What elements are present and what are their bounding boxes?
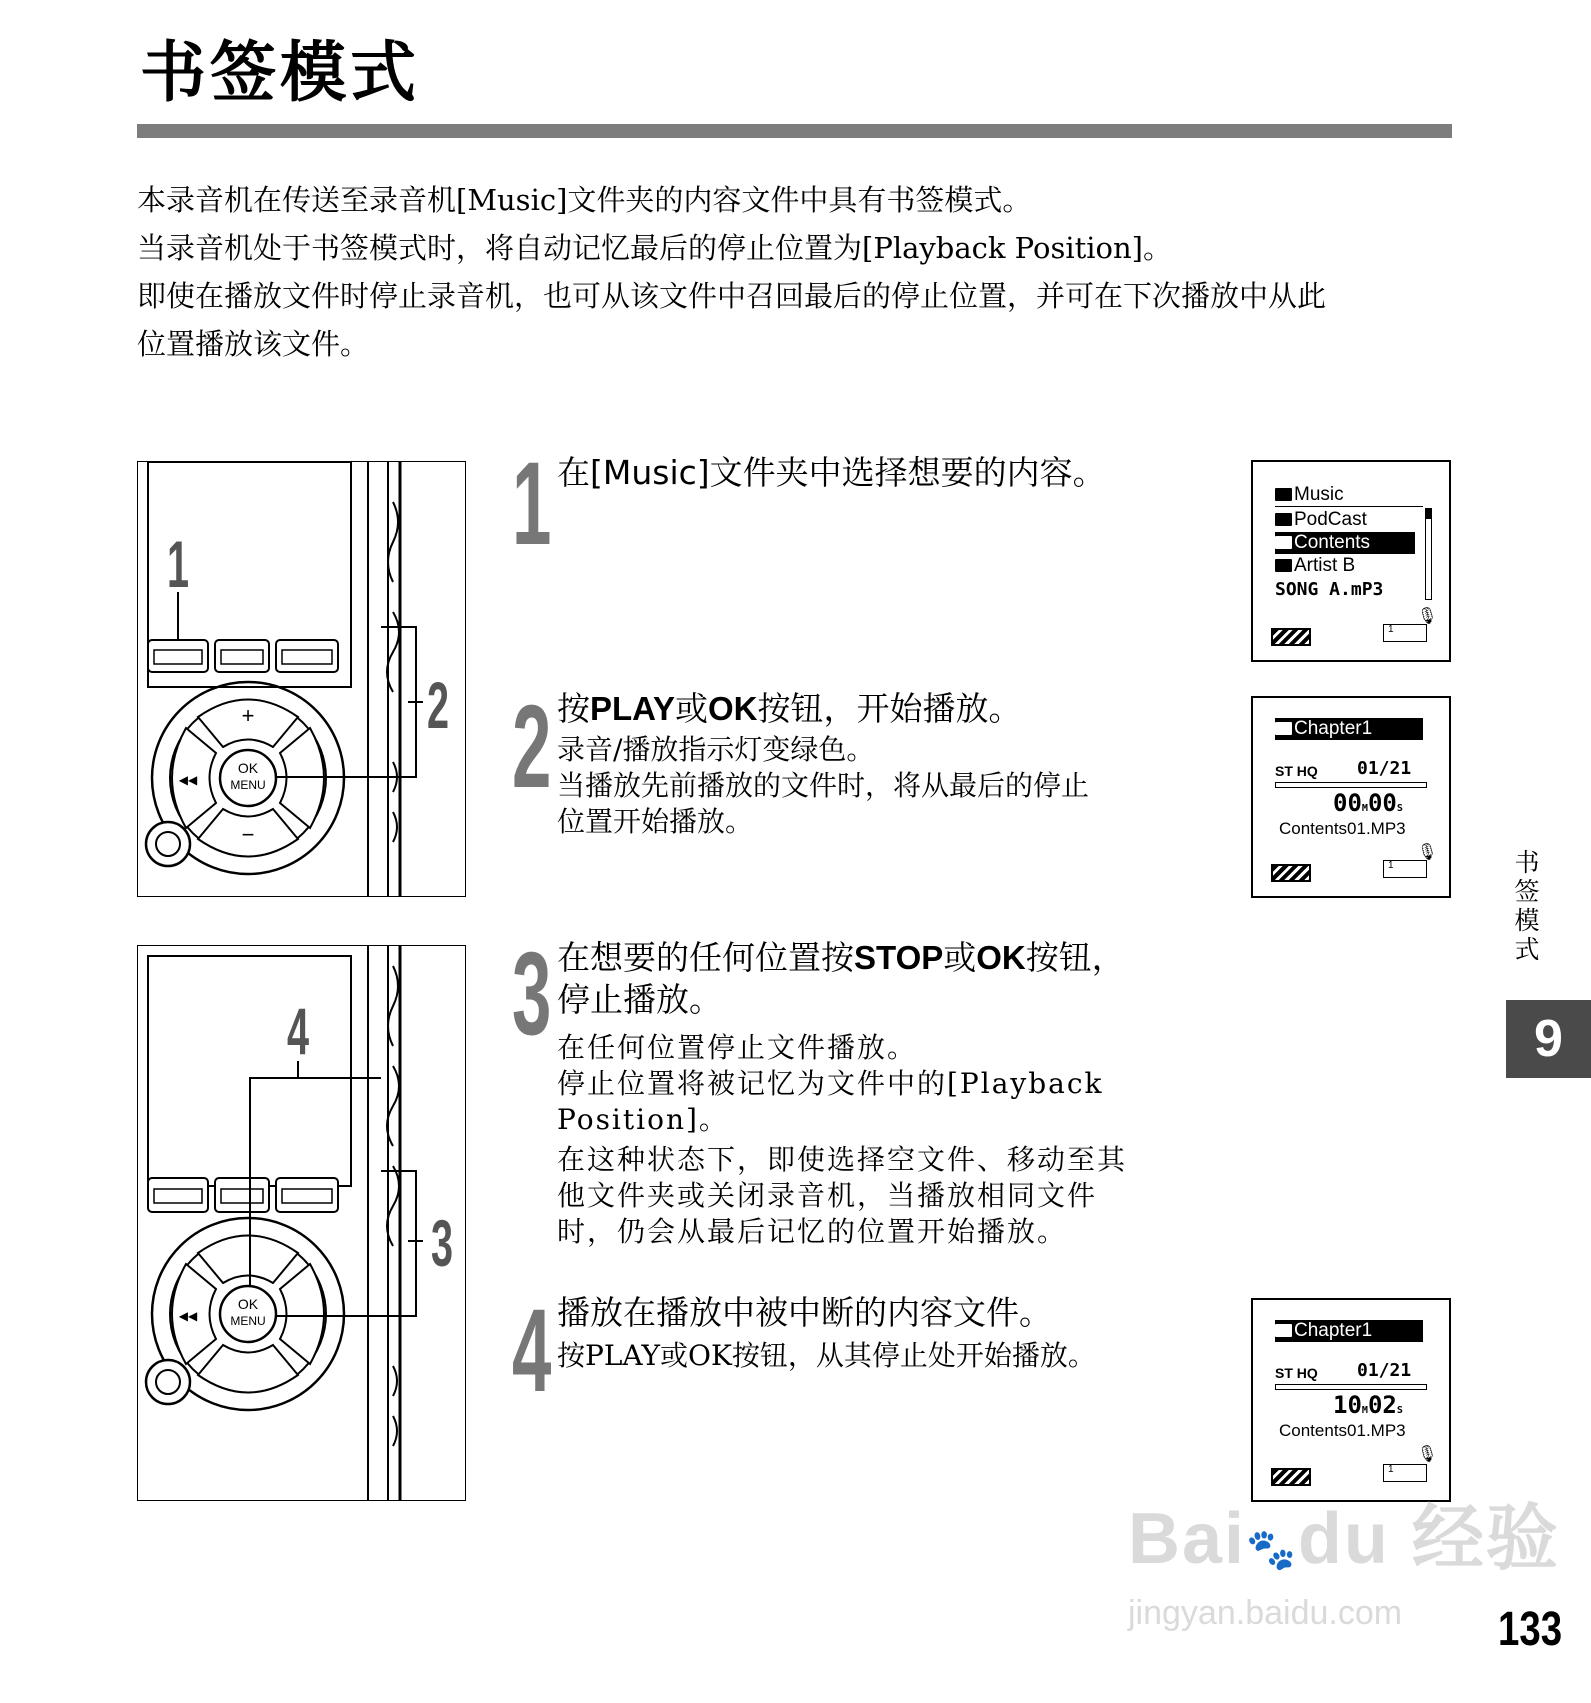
folder-icon [1275, 1324, 1292, 1337]
mic-level-icon: 🎙 [1417, 1446, 1438, 1463]
memory-slot: 1 [1383, 1464, 1427, 1482]
intro-text [137, 176, 1457, 368]
rewind-icon: ◀◀ [178, 773, 198, 787]
ok-label: OK [237, 760, 259, 776]
step-text: 时，仍会从最后记忆的位置开始播放。 [557, 1215, 1068, 1248]
mode-badge: ST HQ [1275, 1365, 1318, 1381]
intro-line: 当录音机处于书签模式时，将自动记忆最后的停止位置为[Playback Position]。 [137, 231, 1172, 265]
intro-line: 本录音机在传送至录音机[Music]文件夹的内容文件中具有书签模式。 [137, 183, 1032, 217]
baidu-watermark: Bai🐾du 经验 jingyan.baidu.com [1128, 1496, 1560, 1632]
step-number: 2 [512, 681, 552, 813]
device-figure-2 [137, 945, 466, 1501]
folder-item: Music [1294, 484, 1344, 505]
step-number: 1 [512, 438, 552, 570]
step-number: 3 [512, 928, 552, 1060]
ok-key: OK [707, 690, 758, 727]
folder-icon [1275, 722, 1292, 735]
track-counter: 01/21 [1357, 1360, 1412, 1381]
plus-label: + [241, 703, 255, 728]
step-text: 当播放先前播放的文件时，将从最后的停止 [557, 769, 1090, 802]
minus-label: − [241, 822, 255, 847]
chapter-tab: 9 [1506, 1000, 1591, 1078]
progress-bar [1275, 782, 1427, 788]
elapsed-time: 10M02S [1333, 1391, 1403, 1419]
folder-icon [1275, 488, 1292, 501]
step-text: 在任何位置停止文件播放。 [557, 1031, 918, 1064]
battery-icon [1271, 1468, 1311, 1486]
side-tab-label: 书 签 模 式 [1514, 848, 1540, 964]
lcd-screen-folder-list [1251, 460, 1451, 662]
step-text: 在这种状态下，即使选择空文件、移动至其 [557, 1143, 1128, 1176]
folder-icon [1275, 559, 1292, 572]
step-1-title: 在[Music]文件夹中选择想要的内容。 [557, 453, 1106, 492]
file-name: Contents01.MP3 [1279, 1421, 1406, 1440]
battery-icon [1271, 628, 1311, 646]
progress-bar [1275, 1384, 1427, 1390]
mic-level-icon: 🎙 [1417, 844, 1438, 861]
step-text: Position]。 [557, 1103, 729, 1136]
chapter-label: Chapter1 [1294, 718, 1373, 739]
step-4-title: 播放在播放中被中断的内容文件。 [557, 1293, 1052, 1332]
menu-label: MENU [230, 1314, 266, 1328]
folder-icon [1275, 536, 1292, 549]
menu-label: MENU [230, 778, 266, 792]
play-key: PLAY [590, 690, 675, 727]
list-divider [1275, 506, 1423, 507]
memory-slot: 1 [1383, 624, 1427, 642]
lcd-screen-playback [1251, 696, 1451, 898]
step-text: 位置开始播放。 [557, 805, 754, 838]
mode-badge: ST HQ [1275, 763, 1318, 779]
title-rule [137, 124, 1452, 138]
step-4-body [557, 1338, 1197, 1374]
step-number: 4 [512, 1285, 552, 1417]
step-text: 他文件夹或关闭录音机，当播放相同文件 [557, 1179, 1098, 1212]
callout-4: 4 [286, 994, 310, 1069]
step-text: 录音/播放指示灯变绿色。 [557, 733, 875, 766]
ok-label: OK [237, 1296, 259, 1312]
track-counter: 01/21 [1357, 758, 1412, 779]
file-name: Contents01.MP3 [1279, 819, 1406, 838]
battery-icon [1271, 864, 1311, 882]
recorder-illustration [138, 946, 465, 1500]
callout-2: 2 [426, 668, 450, 743]
memory-slot: 1 [1383, 860, 1427, 878]
folder-item: Artist B [1294, 555, 1356, 576]
folder-icon [1275, 513, 1292, 526]
callout-3: 3 [430, 1206, 454, 1281]
stop-key: STOP [854, 939, 944, 976]
mic-level-icon: 🎙 [1417, 608, 1438, 625]
step-text: 停止位置将被记忆为文件中的[Playback [557, 1067, 1104, 1100]
step-2-title: 按PLAY或OK按钮，开始播放。 [557, 689, 1022, 728]
step-3-title: 在想要的任何位置按STOP或OK按钮， 停止播放。 [557, 938, 1125, 1019]
elapsed-time: 00M00S [1333, 789, 1403, 817]
ok-key: OK [976, 939, 1026, 976]
intro-line: 即使在播放文件时停止录音机，也可从该文件中召回最后的停止位置，并可在下次播放中从此 [137, 279, 1327, 313]
page-title: 书签模式 [140, 34, 420, 111]
rewind-icon: ◀◀ [178, 1309, 198, 1323]
callout-1: 1 [166, 527, 190, 602]
step-text: 按PLAY或OK按钮，从其停止处开始播放。 [557, 1339, 1096, 1372]
page-number: 133 [1498, 1603, 1563, 1656]
step-2-body [557, 732, 1197, 840]
folder-item: PodCast [1294, 509, 1367, 530]
device-figure-1 [137, 461, 466, 897]
folder-item-selected: Contents [1294, 532, 1371, 553]
recorder-illustration [138, 462, 465, 896]
lcd-screen-resume [1251, 1298, 1451, 1502]
chapter-label: Chapter1 [1294, 1320, 1373, 1341]
paw-icon: 🐾 [1246, 1528, 1298, 1572]
file-item: SONG A.mP3 [1275, 579, 1384, 600]
scrollbar [1425, 508, 1432, 600]
step-3-body [557, 1030, 1197, 1250]
intro-line: 位置播放该文件。 [137, 327, 370, 361]
